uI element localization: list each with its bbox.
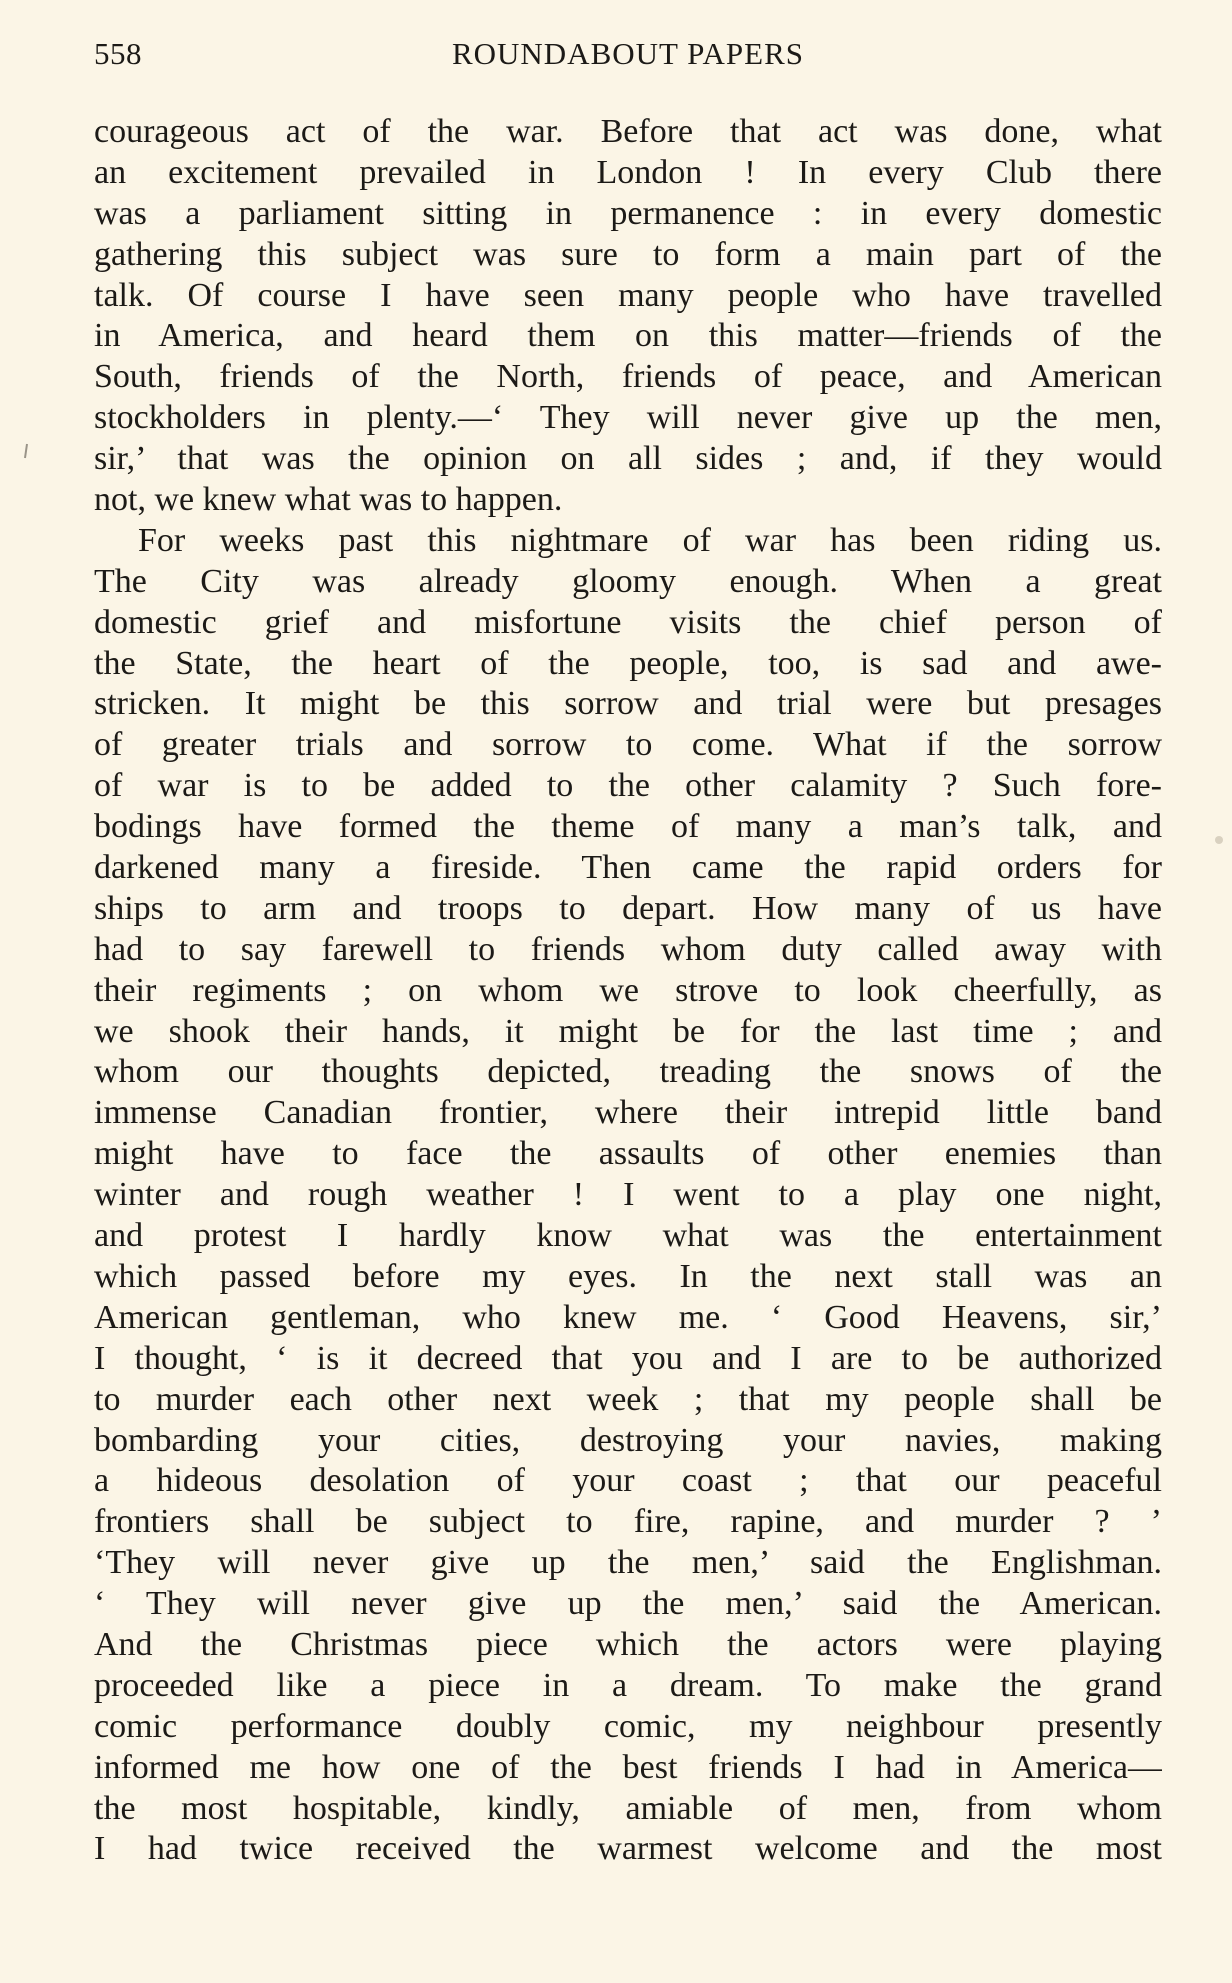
text-line: a hideous desolation of your coast ; that our peaceful bbox=[94, 1462, 1162, 1500]
paper-speck bbox=[1215, 836, 1223, 844]
text-line: talk. Of course I have seen many people who have travelled bbox=[94, 276, 1162, 314]
text-line: courageous act of the war. Before that act was done, what bbox=[94, 113, 1162, 150]
text-line: bombarding your cities, destroying your navies, making bbox=[94, 1421, 1162, 1459]
text-line: ‘They will never give up the men,’ said the Englishman. bbox=[94, 1544, 1162, 1582]
text-line: comic performance doubly comic, my neighbour presently bbox=[94, 1707, 1162, 1745]
running-head: ROUNDABOUT PAPERS bbox=[451, 36, 805, 71]
text-line: stricken. It might be this sorrow and trial were but presages bbox=[94, 685, 1162, 723]
text-line: not, we knew what was to happen. bbox=[94, 481, 563, 519]
text-line: might have to face the assaults of other enemies than bbox=[94, 1135, 1162, 1173]
text-line: had to say farewell to friends whom duty called away with bbox=[94, 930, 1162, 968]
text-line: domestic grief and misfortune visits the chief person of bbox=[94, 603, 1162, 641]
text-line: in America, and heard them on this matter—friends of the bbox=[94, 317, 1162, 355]
text-line: whom our thoughts depicted, treading the snows of the bbox=[94, 1053, 1162, 1091]
text-line: to murder each other next week ; that my people shall be bbox=[94, 1380, 1162, 1418]
text-line: was a parliament sitting in permanence : in every domestic bbox=[94, 194, 1162, 232]
text-line: informed me how one of the best friends I had in America— bbox=[94, 1748, 1162, 1786]
text-line: of greater trials and sorrow to come. What if the sorrow bbox=[94, 726, 1162, 764]
text-line: And the Christmas piece which the actors were playing bbox=[94, 1625, 1162, 1663]
text-line: South, friends of the North, friends of peace, and American bbox=[94, 358, 1162, 396]
text-line: proceeded like a piece in a dream. To make the grand bbox=[94, 1666, 1162, 1704]
text-line: immense Canadian frontier, where their intrepid little band bbox=[94, 1094, 1162, 1132]
body-text bbox=[94, 112, 1162, 1870]
text-line: winter and rough weather ! I went to a play one night, bbox=[94, 1176, 1162, 1214]
text-line: ‘ They will never give up the men,’ said the American. bbox=[94, 1585, 1162, 1623]
text-line: I thought, ‘ is it decreed that you and I are to be authorized bbox=[94, 1339, 1162, 1377]
text-line: gathering this subject was sure to form a main part of the bbox=[94, 235, 1162, 273]
page-number: 558 bbox=[94, 36, 142, 71]
text-line: frontiers shall be subject to fire, rapine, and murder ? ’ bbox=[94, 1503, 1162, 1541]
text-line: stockholders in plenty.—‘ They will never give up the men, bbox=[94, 399, 1162, 437]
text-line: bodings have formed the theme of many a man’s talk, and bbox=[94, 808, 1162, 846]
text-line: American gentleman, who knew me. ‘ Good Heavens, sir,’ bbox=[94, 1298, 1162, 1336]
text-line: For weeks past this nightmare of war has been riding us. bbox=[138, 521, 1162, 559]
text-line: which passed before my eyes. In the next stall was an bbox=[94, 1257, 1162, 1295]
text-line: of war is to be added to the other calamity ? Such fore- bbox=[94, 767, 1162, 805]
page-header bbox=[94, 34, 1162, 74]
text-line: an excitement prevailed in London ! In every Club there bbox=[94, 153, 1162, 191]
text-line: The City was already gloomy enough. When a great bbox=[94, 562, 1162, 600]
text-line: the State, the heart of the people, too, is sad and awe- bbox=[94, 644, 1162, 682]
text-line: the most hospitable, kindly, amiable of men, from whom bbox=[94, 1789, 1162, 1827]
margin-mark bbox=[25, 444, 27, 458]
text-line: we shook their hands, it might be for the last time ; and bbox=[94, 1012, 1162, 1050]
text-line: and protest I hardly know what was the entertainment bbox=[94, 1217, 1162, 1255]
text-line: their regiments ; on whom we strove to look cheerfully, as bbox=[94, 971, 1162, 1009]
text-line: darkened many a fireside. Then came the rapid orders for bbox=[94, 849, 1162, 887]
text-line: ships to arm and troops to depart. How many of us have bbox=[94, 889, 1162, 927]
text-line: sir,’ that was the opinion on all sides ; and, if they would bbox=[94, 440, 1162, 478]
text-line: I had twice received the warmest welcome and the most bbox=[94, 1830, 1162, 1868]
